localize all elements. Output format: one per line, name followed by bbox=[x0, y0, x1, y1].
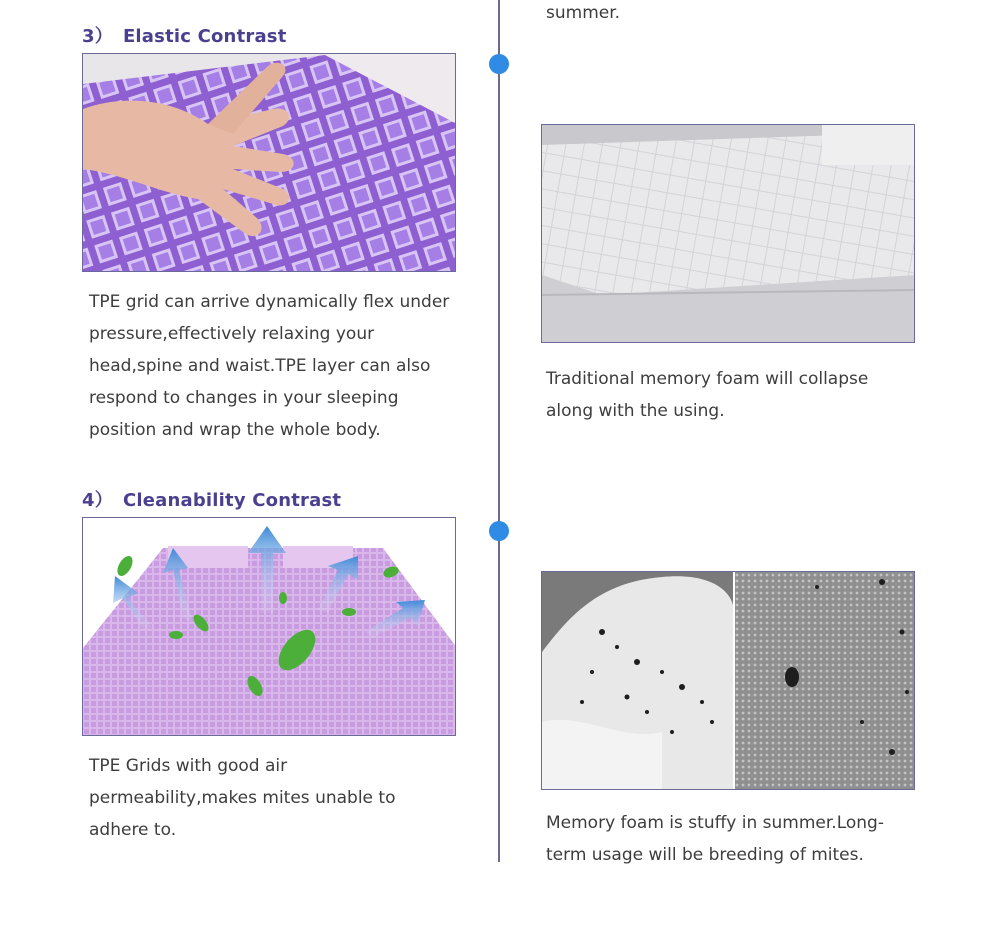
section-number: 4） bbox=[82, 490, 113, 511]
memory-foam-collapse-description: Traditional memory foam will collapse along with the using. bbox=[546, 369, 869, 421]
timeline-dot-elastic bbox=[489, 54, 509, 74]
tpe-elastic-description: TPE grid can arrive dynamically flex under pressure,effectively relaxing your head,spine and waist.TPE layer can also respond to changes in your sleeping position and wrap the whole body. bbox=[89, 292, 450, 440]
tpe-cleanability-description: TPE Grids with good air permeability,makes mites unable to adhere to. bbox=[89, 756, 396, 840]
memory-foam-mites-image bbox=[541, 571, 915, 790]
timeline-dot-cleanability bbox=[489, 521, 509, 541]
tpe-ventilation-image bbox=[82, 517, 456, 736]
memory-foam-mattress-image bbox=[541, 124, 915, 343]
memory-foam-mites-description: Memory foam is stuffy in summer.Long-term usage will be breeding of mites. bbox=[546, 813, 884, 865]
section-heading-elastic bbox=[82, 22, 287, 48]
timeline-line bbox=[498, 0, 500, 862]
mattress-illustration bbox=[542, 125, 915, 343]
mites-illustration bbox=[542, 572, 915, 790]
section-title: Elastic Contrast bbox=[122, 26, 287, 47]
section-heading-cleanability bbox=[82, 486, 341, 512]
section-title: Cleanability Contrast bbox=[122, 490, 342, 511]
tpe-grid-illustration bbox=[83, 54, 456, 272]
tpe-grid-hand-image bbox=[82, 53, 456, 272]
ventilation-illustration bbox=[83, 518, 456, 736]
section-number: 3） bbox=[82, 26, 113, 47]
previous-section-tail-text: summer. bbox=[546, 3, 621, 23]
